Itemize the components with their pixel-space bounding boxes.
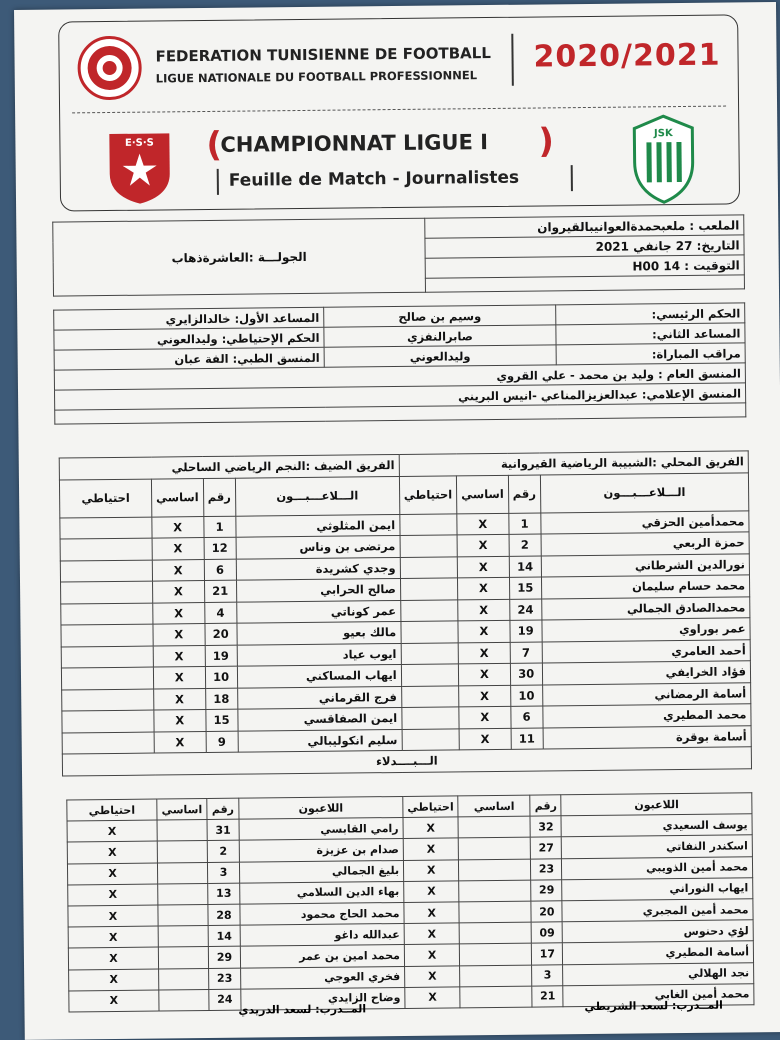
away-sub-mark: X — [67, 820, 157, 842]
home-sub-mark: X — [404, 902, 460, 924]
away-subs-players-header: اللاعبون — [239, 796, 403, 819]
home-starter-cell — [459, 922, 531, 944]
away-starter-cell — [157, 820, 207, 842]
away-sub-cell — [60, 560, 152, 582]
date: التاريخ: 27 جانفي 2021 — [425, 235, 744, 258]
home-sub-number: 29 — [531, 880, 562, 902]
jsk-logo — [628, 112, 699, 207]
home-starter-mark: X — [459, 685, 511, 707]
home-starter-mark: X — [457, 534, 509, 556]
home-starter-mark: X — [459, 706, 511, 728]
away-sub-mark: X — [67, 841, 157, 863]
home-player-number: 14 — [509, 556, 541, 578]
away-sub-mark: X — [69, 969, 159, 991]
home-sub-cell — [402, 728, 460, 750]
home-sub-cell — [401, 642, 459, 664]
away-sub-number: 14 — [208, 925, 240, 947]
home-sub-cell — [400, 578, 458, 600]
home-player-number: 11 — [511, 727, 543, 749]
home-sub-number: 32 — [530, 816, 561, 838]
home-sub-mark: X — [403, 817, 459, 839]
away-starter-mark: X — [153, 581, 205, 603]
away-player-number: 9 — [206, 731, 238, 753]
assistant-2-name: صابرالنفزي — [324, 325, 556, 347]
away-sub-name: صدام بن عزيزة — [239, 839, 403, 862]
home-starter-cell — [459, 859, 531, 881]
home-coach: المــدرب: لسعد الشريطي — [584, 998, 723, 1014]
home-sub-mark: X — [403, 838, 459, 860]
away-player-name: فرج القرماني — [237, 686, 401, 709]
away-sub-number: 2 — [207, 841, 239, 863]
home-starter-mark: X — [459, 728, 511, 750]
away-subs-starter-header: اساسي — [157, 799, 207, 821]
federation-logo — [77, 36, 142, 101]
home-sub-number: 27 — [531, 837, 562, 859]
away-player-name: وجدي كشريدة — [236, 557, 400, 580]
home-starter-cell — [460, 986, 532, 1008]
away-player-name: ايوب عياد — [237, 643, 401, 666]
home-sub-number: 20 — [531, 901, 562, 923]
home-starter-cell — [460, 965, 532, 987]
media-coordinator: المنسق الإعلامي: عبدالعزيزالمناعي -انيس البريني — [55, 383, 746, 410]
away-player-name: ايهاب المساكني — [237, 664, 401, 687]
medical-coordinator: المنسق الطبي: الفة عبان — [54, 347, 324, 370]
divider — [571, 165, 573, 191]
home-player-name: نورالدين الشرطاني — [541, 553, 749, 577]
home-player-number: 24 — [509, 598, 541, 620]
round: الجولـــة :العاشرةذهاب — [53, 218, 426, 296]
home-starter-mark: X — [458, 663, 510, 685]
fourth-official: الحكم الإحتياطي: وليدالعوني — [54, 327, 324, 350]
home-player-number: 2 — [509, 534, 541, 556]
ess-logo-text: E·S·S — [124, 137, 154, 149]
home-starter-mark: X — [457, 556, 509, 578]
away-starter-mark: X — [154, 710, 206, 732]
home-sub-name: نجد الهلالي — [563, 962, 754, 985]
sheet-subtitle: Feuille de Match - Journalistes — [228, 167, 520, 191]
home-starter-mark: X — [457, 513, 509, 535]
away-starter-mark: X — [153, 624, 205, 646]
bracket-right-icon: ) — [538, 121, 555, 162]
home-sub-cell — [400, 535, 458, 557]
home-player-name: محمد المطيري — [543, 704, 751, 728]
home-starter-cell — [458, 816, 530, 838]
home-player-number: 15 — [509, 577, 541, 599]
referee-label: الحكم الرئيسي: — [556, 303, 745, 325]
home-player-name: محمدالصادق الجمالي — [541, 596, 749, 620]
away-player-number: 20 — [204, 623, 236, 645]
away-sub-mark: X — [69, 990, 159, 1012]
away-starter-cell — [158, 926, 208, 948]
away-starter-mark: X — [154, 688, 206, 710]
away-sub-number: 13 — [208, 883, 240, 905]
away-sub-mark: X — [68, 947, 158, 969]
referee-name: وسيم بن صالح — [324, 305, 556, 327]
header — [58, 14, 740, 211]
home-sub-cell — [401, 685, 459, 707]
home-starter-mark: X — [458, 599, 510, 621]
home-player-number: 19 — [510, 620, 542, 642]
home-sub-name: محمد أمين المجبري — [562, 899, 753, 922]
away-sub-cell — [61, 667, 153, 689]
away-num-header: رقم — [203, 478, 236, 516]
away-sub-cell — [61, 581, 153, 603]
away-player-number: 1 — [203, 516, 235, 538]
home-sub-name: اسكندر النفاتي — [562, 835, 753, 858]
away-player-name: سليم انكوليبالي — [238, 729, 402, 752]
home-sub-mark: X — [405, 965, 461, 987]
home-starter-cell — [460, 943, 532, 965]
assistant-2-label: المساعد الثاني: — [556, 323, 745, 345]
home-player-name: حمزة الربعي — [541, 532, 749, 556]
home-num-header: رقم — [508, 475, 541, 513]
blank-cell — [425, 275, 744, 292]
away-starter-cell — [157, 862, 207, 884]
away-coach: المــدرب: لسعد الدريدي — [238, 1002, 367, 1017]
general-coordinator: المنسق العام : وليد بن محمد - علي القروي — [54, 363, 745, 390]
home-player-number: 10 — [510, 684, 542, 706]
home-sub-mark: X — [404, 923, 460, 945]
away-starter-cell — [158, 947, 208, 969]
away-sub-cell — [62, 689, 154, 711]
home-sub-mark: X — [405, 987, 461, 1009]
away-sub-cell — [62, 710, 154, 732]
away-starter-mark: X — [152, 559, 204, 581]
competition-title: CHAMPIONNAT LIGUE I — [220, 130, 489, 157]
home-subs-players-header: اللاعبون — [561, 793, 752, 816]
away-sub-mark: X — [68, 926, 158, 948]
home-sub-number: 23 — [531, 858, 562, 880]
away-starter-header: اساسي — [151, 478, 203, 517]
federation-name: FEDERATION TUNISIENNE DE FOOTBALL — [155, 43, 491, 66]
away-sub-number: 3 — [207, 862, 239, 884]
home-player-number: 30 — [510, 663, 542, 685]
away-sub-name: محمد الحاج محمود — [240, 902, 404, 925]
away-sub-cell — [61, 603, 153, 625]
away-starter-cell — [159, 989, 209, 1011]
match-info-table — [52, 214, 745, 296]
away-sub-name: محمد امين بن عمر — [240, 945, 404, 968]
home-starter-cell — [459, 838, 531, 860]
home-starter-mark: X — [458, 577, 510, 599]
ess-logo — [104, 125, 175, 206]
home-player-name: محمدأمين الحزقي — [541, 510, 749, 534]
away-starter-mark: X — [153, 667, 205, 689]
home-player-name: أسامة بوقرة — [543, 725, 751, 749]
home-subs-num-header: رقم — [530, 795, 561, 817]
home-subs-starter-header: اساسي — [458, 795, 530, 817]
observer-name: وليدالعوني — [324, 345, 556, 367]
home-player-name: أسامة الرمضاني — [542, 682, 750, 706]
away-sub-name: وضاح الزايدي — [241, 987, 405, 1010]
season: 2020/2021 — [533, 37, 721, 75]
home-player-name: أحمد العامري — [542, 639, 750, 663]
away-player-name: ايمن المثلوثي — [236, 514, 400, 537]
divider — [511, 34, 514, 86]
away-subs-sub-header: احتياطي — [67, 799, 157, 821]
home-sub-mark: X — [403, 859, 459, 881]
subs-title: الـــبــــدلاء — [62, 747, 751, 776]
home-starter-cell — [459, 880, 531, 902]
home-starter-mark: X — [458, 620, 510, 642]
home-player-name: محمد حسام سليمان — [541, 575, 749, 599]
home-sub-cell — [400, 599, 458, 621]
home-sub-mark: X — [404, 944, 460, 966]
time: التوقيت : 14 H00 — [425, 255, 744, 278]
stadium: الملعب : ملعبحمدةالعوانيبالقيروان — [425, 215, 744, 238]
away-sub-name: عبدالله داغو — [240, 924, 404, 947]
home-sub-name: ايهاب النوراني — [562, 878, 753, 901]
divider — [217, 169, 219, 195]
away-player-name: عمر كوناتي — [236, 600, 400, 623]
jsk-logo-text: JSK — [653, 128, 673, 140]
away-sub-mark: X — [68, 884, 158, 906]
away-starter-mark: X — [153, 602, 205, 624]
away-sub-name: بهاء الدين السلامي — [240, 881, 404, 904]
home-sub-name: يوسف السعيدي — [561, 814, 752, 837]
away-sub-mark: X — [68, 905, 158, 927]
away-starter-cell — [159, 968, 209, 990]
away-player-name: مرتضى بن وناس — [236, 535, 400, 558]
away-starter-cell — [158, 904, 208, 926]
away-team-title: الفريق الضيف :النجم الرياضي الساحلي — [59, 454, 399, 479]
away-sub-cell — [61, 624, 153, 646]
away-sub-cell — [62, 732, 154, 754]
away-starter-mark: X — [152, 538, 204, 560]
away-sub-name: بليغ الجمالي — [239, 860, 403, 883]
away-starter-mark: X — [152, 516, 204, 538]
officials-table — [53, 302, 746, 424]
away-sub-cell — [61, 646, 153, 668]
home-player-number: 7 — [510, 641, 542, 663]
assistant-1: المساعد الأول: خالدالزايري — [54, 307, 324, 330]
away-starter-mark: X — [153, 645, 205, 667]
away-starter-cell — [158, 883, 208, 905]
away-player-number: 6 — [204, 559, 236, 581]
home-sub-number: 09 — [531, 922, 562, 944]
away-player-number: 15 — [205, 709, 237, 731]
home-sub-cell — [400, 513, 458, 535]
away-player-number: 10 — [205, 666, 237, 688]
home-sub-name: محمد أمين الذويبي — [562, 856, 753, 879]
away-starter-cell — [157, 841, 207, 863]
starters-table — [59, 450, 752, 776]
home-sub-cell — [400, 556, 458, 578]
away-player-number: 19 — [205, 645, 237, 667]
away-sub-cell — [60, 538, 152, 560]
home-sub-cell — [401, 664, 459, 686]
home-starter-mark: X — [458, 642, 510, 664]
home-subs-sub-header: احتياطي — [403, 796, 459, 818]
home-player-name: فؤاد الخرايفي — [542, 661, 750, 685]
home-team-title: الفريق المحلي :الشبيبة الرياضية القيروانية — [399, 451, 749, 476]
home-player-number: 6 — [510, 706, 542, 728]
home-sub-number: 17 — [532, 943, 563, 965]
subs-table — [66, 792, 754, 1012]
away-sub-header: احتياطي — [59, 479, 151, 518]
away-sub-number: 29 — [208, 946, 240, 968]
away-player-number: 18 — [205, 688, 237, 710]
home-player-name: عمر بوراوي — [542, 618, 750, 642]
home-starter-cell — [459, 901, 531, 923]
observer-label: مراقب المباراة: — [556, 343, 745, 365]
away-sub-mark: X — [67, 863, 157, 885]
away-subs-num-header: رقم — [207, 798, 239, 820]
away-sub-number: 31 — [207, 819, 239, 841]
away-sub-number: 23 — [209, 968, 241, 990]
away-players-header: الـــلاعـــبـــون — [235, 476, 399, 516]
home-sub-header: احتياطي — [399, 475, 457, 514]
home-player-number: 1 — [508, 513, 540, 535]
away-player-number: 4 — [204, 602, 236, 624]
away-player-name: ايمن الصفاقسي — [238, 707, 402, 730]
away-sub-name: فخري العوجي — [241, 966, 405, 989]
away-starter-mark: X — [154, 731, 206, 753]
home-sub-name: أسامة المطيري — [563, 941, 754, 964]
home-sub-number: 21 — [532, 985, 563, 1007]
home-sub-name: محمد أمين الغابي — [563, 983, 754, 1006]
away-player-name: صالح الحرابي — [236, 578, 400, 601]
away-player-number: 21 — [204, 580, 236, 602]
home-sub-number: 3 — [532, 964, 563, 986]
home-sub-cell — [401, 621, 459, 643]
away-sub-name: رامي القابسي — [239, 818, 403, 841]
home-sub-mark: X — [404, 881, 460, 903]
home-sub-name: لؤي دحنوس — [563, 920, 754, 943]
home-sub-cell — [402, 707, 460, 729]
away-sub-cell — [60, 517, 152, 539]
bracket-left-icon: ( — [206, 124, 223, 165]
away-player-number: 12 — [204, 537, 236, 559]
away-sub-number: 24 — [209, 989, 241, 1011]
match-sheet — [14, 2, 780, 1040]
away-sub-number: 28 — [208, 904, 240, 926]
home-players-header: الـــلاعـــبـــون — [540, 472, 749, 512]
league-name: LIGUE NATIONALE DU FOOTBALL PROFESSIONNEL — [155, 68, 478, 86]
away-player-name: مالك بعيو — [237, 621, 401, 644]
home-starter-header: اساسي — [457, 475, 509, 514]
